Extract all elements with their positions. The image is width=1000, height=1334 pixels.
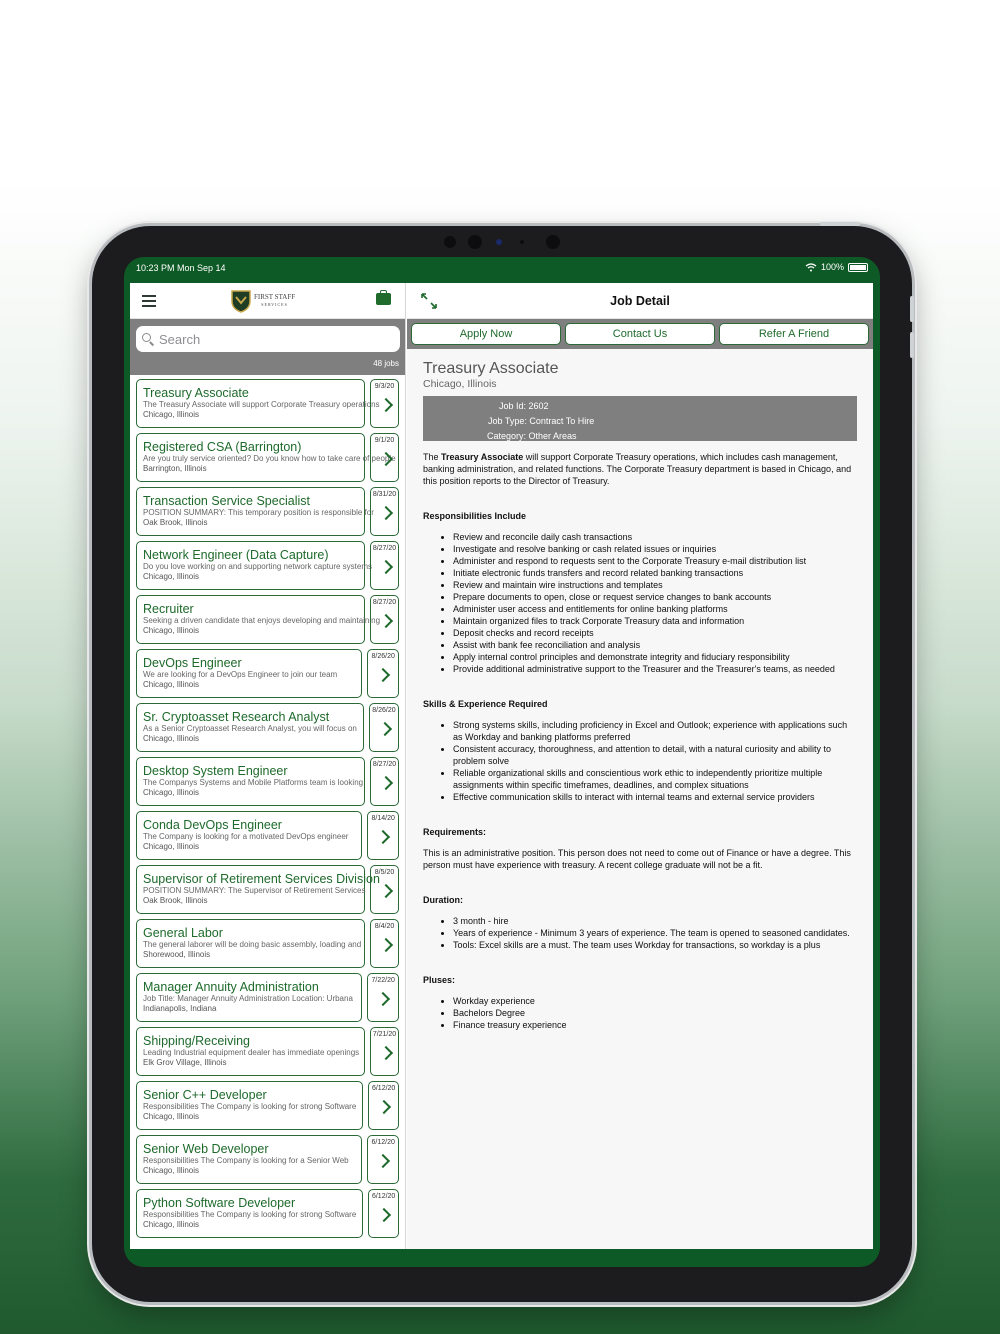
responsibility-item: • Assist with bank fee reconciliation and analysis [453,639,857,651]
job-card-description: POSITION SUMMARY: This temporary position is responsible for [143,508,374,517]
job-posted-date: 8/27/20 [372,599,397,606]
job-card[interactable] [136,703,364,752]
responsibility-item: • Deposit checks and record receipts [453,627,857,639]
job-open-button[interactable] [367,811,399,860]
responsibility-item: • Investigate and resolve banking or cash related issues or inquiries [453,543,857,555]
search-input[interactable] [159,332,379,347]
job-card[interactable] [136,541,373,590]
search-icon [142,333,154,345]
job-open-button[interactable] [370,487,399,536]
job-card-description: Do you love working on and supporting network capture systems [143,562,373,571]
job-posted-date: 8/14/20 [371,815,395,822]
battery-icon [848,263,868,272]
top-button [820,222,860,226]
responsibility-item: • Maintain organized files to track Corporate Treasury data and information [453,615,857,627]
job-card-location: Chicago, Illinois [143,680,200,689]
chevron-right-icon [378,722,392,736]
job-posted-date: 8/31/20 [372,491,397,498]
job-open-button[interactable] [367,649,399,698]
requirements-heading: Requirements: [423,827,487,837]
job-card-location: Indianapolis, Indiana [143,1004,217,1013]
job-card-location: Chicago, Illinois [143,410,200,419]
job-card-location: Chicago, Illinois [143,626,200,635]
action-bar [407,319,873,349]
job-open-button[interactable] [370,595,399,644]
chevron-right-icon [379,614,393,628]
responsibility-item: • Administer and respond to requests sent to the Corporate Treasury e-mail distribution list [453,555,857,567]
job-row [136,1135,399,1184]
chevron-right-icon [379,776,393,790]
job-posted-date: 9/3/20 [374,383,395,390]
battery-status [805,262,868,272]
job-open-button[interactable] [370,865,399,914]
job-category: Category: Other Areas [487,431,577,441]
job-card[interactable] [136,865,380,914]
list-header [130,283,405,319]
job-row [136,1081,399,1130]
pluses-section [423,975,857,1031]
duration-item: • Tools: Excel skills are a must. The team uses Workday for transactions, so workday is a plus [453,939,857,951]
chevron-right-icon [377,1100,391,1114]
camera-lens [468,235,482,249]
search-box[interactable] [136,326,400,352]
plus-item: • Finance treasury experience [453,1019,857,1031]
job-row [136,703,399,752]
detail-title: Job Detail [610,294,670,308]
job-card[interactable] [136,1189,363,1238]
job-card-description: Are you truly service oriented? Do you know how to take care of people [143,454,396,463]
responsibilities-heading: Responsibilities Include [423,511,527,521]
job-card-description: We are looking for a DevOps Engineer to join our team [143,670,338,679]
job-row [136,865,399,914]
skills-list [423,719,857,803]
job-posted-date: 6/12/20 [371,1193,396,1200]
job-card[interactable] [136,1027,365,1076]
job-row [136,649,399,698]
job-posted-date: 8/26/20 [371,653,395,660]
job-intro [423,451,857,487]
job-card-location: Chicago, Illinois [143,1220,200,1229]
job-type: Job Type: Contract To Hire [488,416,595,426]
job-open-button[interactable] [368,1081,399,1130]
skills-heading: Skills & Experience Required [423,699,548,709]
job-open-button[interactable] [370,757,399,806]
job-card-location: Chicago, Illinois [143,1112,200,1121]
duration-heading: Duration: [423,895,463,905]
job-posted-date: 6/12/20 [371,1139,395,1146]
chevron-right-icon [379,1046,393,1060]
job-open-button[interactable] [367,1135,399,1184]
job-card[interactable] [136,811,362,860]
job-card-description: As a Senior Cryptoasset Research Analyst, you will focus on [143,724,357,733]
skill-item: • Effective communication skills to interact with internal teams and external service providers [453,791,857,803]
plus-item: • Workday experience [453,995,857,1007]
job-row [136,973,399,1022]
status-bar [124,257,880,279]
duration-list [423,915,857,951]
chevron-right-icon [376,668,390,682]
plus-item: • Bachelors Degree [453,1007,857,1019]
skill-item: • Reliable organizational skills and conscientious work ethic to independently prioritize multiple assignments within specific timeframes, deadlines, and complex situations [453,767,857,791]
job-row [136,757,399,806]
job-card-description: The Company is looking for a motivated DevOps engineer [143,832,349,841]
responsibility-item: • Provide additional administrative support to the Treasurer and the Treasurer's teams, as needed [453,663,857,675]
job-location: Chicago, Illinois [423,378,497,390]
job-open-button[interactable] [370,433,399,482]
intro-pre: The [423,452,442,462]
responsibility-item: • Administer user access and entitlements for online banking platforms [453,603,857,615]
job-card-description: Responsibilities The Company is looking for strong Software [143,1210,357,1219]
camera-dot-small [520,240,524,244]
job-open-button[interactable] [370,919,399,968]
job-card[interactable] [136,649,362,698]
job-card-location: Chicago, Illinois [143,572,200,581]
job-detail-content [407,349,873,1249]
chevron-right-icon [379,884,393,898]
intro-post: will support Corporate Treasury operations, which includes cash management, banking administration, and related functions. The Corporate Treasury department is based in Chicago, and this position reports to the Director of Treasury. [423,452,852,486]
job-posted-date: 6/12/20 [371,1085,396,1092]
job-count: 48 jobs [373,359,399,368]
requirements-section [423,827,857,871]
job-card-description: The Companys Systems and Mobile Platforms team is looking [143,778,364,787]
job-card[interactable] [136,919,365,968]
chevron-right-icon [376,830,390,844]
skill-item: • Consistent accuracy, thoroughness, and attention to detail, with a natural curiosity and ability to problem solve [453,743,857,767]
job-card[interactable] [136,1135,362,1184]
chevron-right-icon [379,506,393,520]
job-card-title: Registered CSA (Barrington) [143,440,302,454]
job-card-description: Responsibilities The Company is looking for strong Software [143,1102,357,1111]
volume-up-button [910,296,914,322]
responsibility-item: • Initiate electronic funds transfers and record related banking transactions [453,567,857,579]
job-posted-date: 7/22/20 [371,977,395,984]
responsibility-item: • Review and maintain wire instructions and templates [453,579,857,591]
app-window [130,283,873,1249]
skills-section [423,699,857,803]
job-card-title: Senior Web Developer [143,1142,269,1156]
job-card[interactable] [136,973,362,1022]
status-time: 10:23 PM Mon Sep 14 [136,263,226,273]
job-card-title: Sr. Cryptoasset Research Analyst [143,710,330,724]
intro-bold: Treasury Associate [441,452,524,462]
job-id: Job Id: 2602 [499,401,549,411]
skill-item: • Strong systems skills, including proficiency in Excel and Outlook; experience with applications such as Workday and banking platforms preferred [453,719,857,743]
apply-now-button[interactable]: Apply Now [411,323,561,345]
pluses-heading: Pluses: [423,975,456,985]
job-list [130,375,405,1238]
job-card-location: Oak Brook, Illinois [143,896,208,905]
job-card-location: Chicago, Illinois [143,1166,200,1175]
job-card-title: Manager Annuity Administration [143,980,319,994]
responsibility-item: • Apply internal control principles and demonstrate integrity and fiduciary responsibility [453,651,857,663]
chevron-right-icon [376,992,390,1006]
chevron-right-icon [379,452,393,466]
job-posted-date: 8/4/20 [374,923,395,930]
job-open-button[interactable] [368,1189,399,1238]
job-card-title: Conda DevOps Engineer [143,818,282,832]
job-open-button[interactable] [370,1027,399,1076]
job-list-pane [130,283,406,1249]
job-posted-date: 7/21/20 [372,1031,397,1038]
wifi-icon [805,263,817,272]
job-row [136,1189,399,1238]
job-card-location: Elk Grov Village, Illinois [143,1058,227,1067]
job-open-button[interactable] [370,379,399,428]
duration-section [423,895,857,951]
job-open-button[interactable] [370,541,399,590]
job-card-description: POSITION SUMMARY: The Supervisor of Retirement Services [143,886,366,895]
job-card-title: DevOps Engineer [143,656,242,670]
job-card-title: Desktop System Engineer [143,764,288,778]
job-card[interactable] [136,487,374,536]
job-posted-date: 8/27/20 [372,761,397,768]
job-card-title: Shipping/Receiving [143,1034,251,1048]
detail-header [407,283,873,319]
job-card-location: Barrington, Illinois [143,464,207,473]
responsibility-item: • Review and reconcile daily cash transactions [453,531,857,543]
responsibilities-section [423,511,857,675]
shield-logo-icon [230,289,252,313]
job-open-button[interactable] [369,703,399,752]
job-card-description: Responsibilities The Company is looking for a Senior Web [143,1156,349,1165]
job-card-location: Chicago, Illinois [143,788,200,797]
logo-main-text: FIRST STAFF [254,293,296,301]
job-card[interactable] [136,757,365,806]
job-row [136,487,399,536]
volume-down-button [910,332,914,358]
job-card-title: Supervisor of Retirement Services Division [143,872,380,886]
job-posted-date: 8/27/20 [372,545,397,552]
briefcase-icon[interactable] [376,293,391,305]
job-detail-pane [407,283,873,1249]
camera-dot [444,236,456,248]
job-row [136,379,399,428]
responsibility-item: • Prepare documents to open, close or request service changes to bank accounts [453,591,857,603]
job-card-description: The general laborer will be doing basic assembly, loading and [143,940,362,949]
job-card-description: The Treasury Associate will support Corporate Treasury operations [143,400,380,409]
job-card-title: Recruiter [143,602,194,616]
job-row [136,433,399,482]
job-card-location: Oak Brook, Illinois [143,518,208,527]
job-card-location: Chicago, Illinois [143,734,200,743]
screen [124,257,880,1267]
job-row [136,811,399,860]
search-bar [130,319,405,375]
job-row [136,919,399,968]
job-posted-date: 8/5/20 [374,869,395,876]
requirements-text: This is an administrative position. This person does not need to come out of Finance or have a degree. This person must have experience with treasury. A recent college graduate will not be a fit. [423,848,851,870]
responsibilities-list [423,531,857,675]
battery-percent: 100% [820,262,844,272]
duration-item: • Years of experience - Minimum 3 years of experience. The team is opened to seasoned candidates. [453,927,857,939]
job-row [136,1027,399,1076]
logo-sub-text: SERVICES [261,302,288,307]
job-meta-box [423,396,857,441]
logo-text [254,294,295,308]
pluses-list [423,995,857,1031]
chevron-right-icon [379,398,393,412]
chevron-right-icon [377,1208,391,1222]
job-row [136,541,399,590]
job-row [136,595,399,644]
job-card-description: Job Title: Manager Annuity Administration Location: Urbana [143,994,353,1003]
job-card[interactable] [136,379,380,428]
chevron-right-icon [379,938,393,952]
job-card-location: Shorewood, Illinois [143,950,211,959]
job-posted-date: 9/1/20 [374,437,395,444]
job-card-description: Seeking a driven candidate that enjoys developing and maintaining [143,616,381,625]
hamburger-menu-icon[interactable] [142,295,156,307]
job-card-location: Chicago, Illinois [143,842,200,851]
job-card-title: Network Engineer (Data Capture) [143,548,329,562]
camera-sensor [496,239,502,245]
job-card[interactable] [136,595,381,644]
refer-a-friend-button[interactable]: Refer A Friend [719,323,869,345]
job-open-button[interactable] [367,973,399,1022]
chevron-right-icon [376,1154,390,1168]
job-card-title: Transaction Service Specialist [143,494,310,508]
duration-item: • 3 month - hire [453,915,857,927]
job-card-description: Leading Industrial equipment dealer has immediate openings [143,1048,360,1057]
job-card-title: Senior C++ Developer [143,1088,267,1102]
contact-us-button[interactable]: Contact Us [565,323,715,345]
first-staff-logo [230,289,295,313]
job-card-title: Python Software Developer [143,1196,296,1210]
job-title: Treasury Associate [423,360,559,377]
job-card-title: General Labor [143,926,223,940]
job-card[interactable] [136,1081,363,1130]
job-card-title: Treasury Associate [143,386,249,400]
chevron-right-icon [379,560,393,574]
camera-lens-2 [546,235,560,249]
job-posted-date: 8/26/20 [372,707,396,714]
